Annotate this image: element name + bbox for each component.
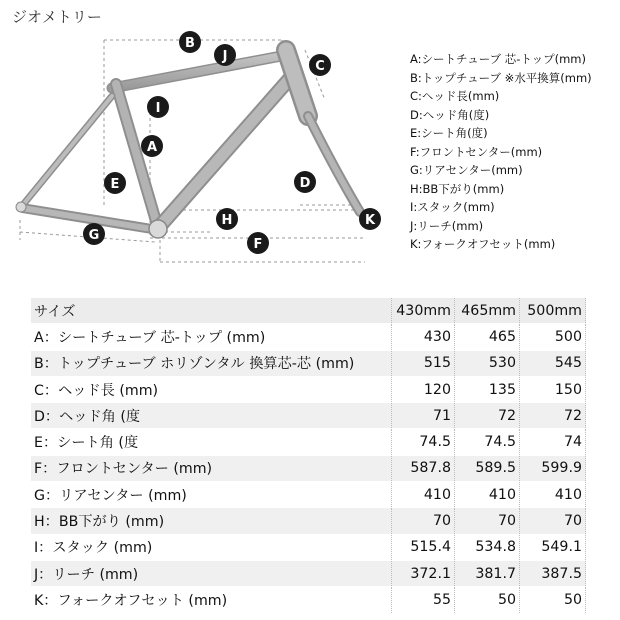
marker-E xyxy=(104,172,126,194)
header-430: 430mm xyxy=(392,298,455,324)
marker-J xyxy=(214,44,236,66)
frame-geometry-diagram xyxy=(0,24,405,264)
rear-dropout xyxy=(16,202,26,212)
table-row xyxy=(31,482,586,508)
header-500: 500mm xyxy=(520,298,586,324)
table-row xyxy=(31,455,586,481)
row-value: 70 xyxy=(392,508,455,534)
svg-text:D: D xyxy=(299,176,311,191)
row-value: 410 xyxy=(392,482,455,508)
row-value: 70 xyxy=(455,508,520,534)
row-value: 410 xyxy=(455,482,520,508)
marker-C xyxy=(309,54,331,76)
svg-text:G: G xyxy=(88,228,100,243)
svg-text:K: K xyxy=(364,213,376,228)
legend-item-g: G:リアセンター(mm) xyxy=(410,163,523,177)
row-value: 71 xyxy=(392,403,455,429)
page-title: ジオメトリー xyxy=(12,8,102,26)
row-value: 74 xyxy=(520,429,586,455)
row-value: 55 xyxy=(392,587,455,613)
row-label: I：スタック (mm) xyxy=(31,534,392,560)
row-value: 135 xyxy=(455,376,520,402)
row-value: 74.5 xyxy=(392,429,455,455)
marker-K xyxy=(359,208,381,230)
marker-F xyxy=(247,232,269,254)
row-value: 587.8 xyxy=(392,455,455,481)
row-value: 530 xyxy=(455,350,520,376)
svg-text:B: B xyxy=(185,36,195,51)
row-label: G：リアセンター (mm) xyxy=(31,482,392,508)
table-row xyxy=(31,376,586,402)
row-value: 589.5 xyxy=(455,455,520,481)
row-value: 549.1 xyxy=(520,534,586,560)
row-label: A：シートチューブ 芯-トップ (mm) xyxy=(31,324,392,350)
marker-H xyxy=(216,208,238,230)
row-value: 50 xyxy=(520,587,586,613)
row-value: 500 xyxy=(520,324,586,350)
table-header-row xyxy=(31,298,586,324)
svg-text:F: F xyxy=(253,237,263,252)
row-value: 410 xyxy=(520,482,586,508)
marker-D xyxy=(294,171,316,193)
legend-item-b: B:トップチューブ ※水平換算(mm) xyxy=(410,70,592,85)
header-size: サイズ xyxy=(31,298,392,324)
row-value: 515 xyxy=(392,350,455,376)
svg-text:A: A xyxy=(146,140,158,155)
legend-item-e: E:シート角(度) xyxy=(410,126,488,140)
legend-item-k: K:フォークオフセット(mm) xyxy=(410,237,556,251)
bottom-bracket xyxy=(149,220,167,238)
row-label: H：BB下がり (mm) xyxy=(31,508,392,534)
table-row xyxy=(31,324,586,350)
legend-item-h: H:BB下がり(mm) xyxy=(410,181,505,196)
row-value: 74.5 xyxy=(455,429,520,455)
row-label: B：トップチューブ ホリゾンタル 換算芯-芯 (mm) xyxy=(31,350,392,376)
table-row xyxy=(31,534,586,560)
row-value: 465 xyxy=(455,324,520,350)
header-465: 465mm xyxy=(455,298,520,324)
table-row xyxy=(31,350,586,376)
row-value: 372.1 xyxy=(392,560,455,586)
row-value: 120 xyxy=(392,376,455,402)
marker-I xyxy=(147,96,169,118)
table-row xyxy=(31,587,586,613)
row-label: D：ヘッド角 (度 xyxy=(31,403,392,429)
row-value: 150 xyxy=(520,376,586,402)
table-row xyxy=(31,429,586,455)
row-label: F：フロントセンター (mm) xyxy=(31,455,392,481)
row-value: 545 xyxy=(520,350,586,376)
row-value: 534.8 xyxy=(455,534,520,560)
frame-tubes xyxy=(22,50,360,230)
legend-item-d: D:ヘッド角(度) xyxy=(410,107,490,122)
legend-item-c: C:ヘッド長(mm) xyxy=(410,89,500,103)
row-value: 72 xyxy=(520,403,586,429)
svg-text:I: I xyxy=(155,101,161,116)
legend-item-a: A:シートチューブ 芯-トップ(mm) xyxy=(410,52,586,66)
row-value: 50 xyxy=(455,587,520,613)
row-value: 387.5 xyxy=(520,560,586,586)
marker-B xyxy=(179,31,201,53)
row-value: 430 xyxy=(392,324,455,350)
svg-text:E: E xyxy=(110,177,120,192)
row-value: 599.9 xyxy=(520,455,586,481)
row-value: 515.4 xyxy=(392,534,455,560)
legend-item-j: J:リーチ(mm) xyxy=(410,218,484,233)
row-label: E：シート角 (度 xyxy=(31,429,392,455)
row-label: J：リーチ (mm) xyxy=(31,560,392,586)
geometry-table xyxy=(31,298,586,614)
table-row xyxy=(31,560,586,586)
legend-item-f: F:フロントセンター(mm) xyxy=(410,144,543,159)
legend-item-i: I:スタック(mm) xyxy=(410,200,495,214)
geometry-legend xyxy=(410,50,592,254)
table-row xyxy=(31,508,586,534)
row-value: 70 xyxy=(520,508,586,534)
table-row xyxy=(31,403,586,429)
row-value: 72 xyxy=(455,403,520,429)
row-label: K：フォークオフセット (mm) xyxy=(31,587,392,613)
marker-G xyxy=(83,223,105,245)
svg-text:J: J xyxy=(222,49,228,64)
row-value: 381.7 xyxy=(455,560,520,586)
svg-text:C: C xyxy=(315,59,325,74)
svg-text:H: H xyxy=(221,213,233,228)
marker-A xyxy=(141,135,163,157)
row-label: C：ヘッド長 (mm) xyxy=(31,376,392,402)
